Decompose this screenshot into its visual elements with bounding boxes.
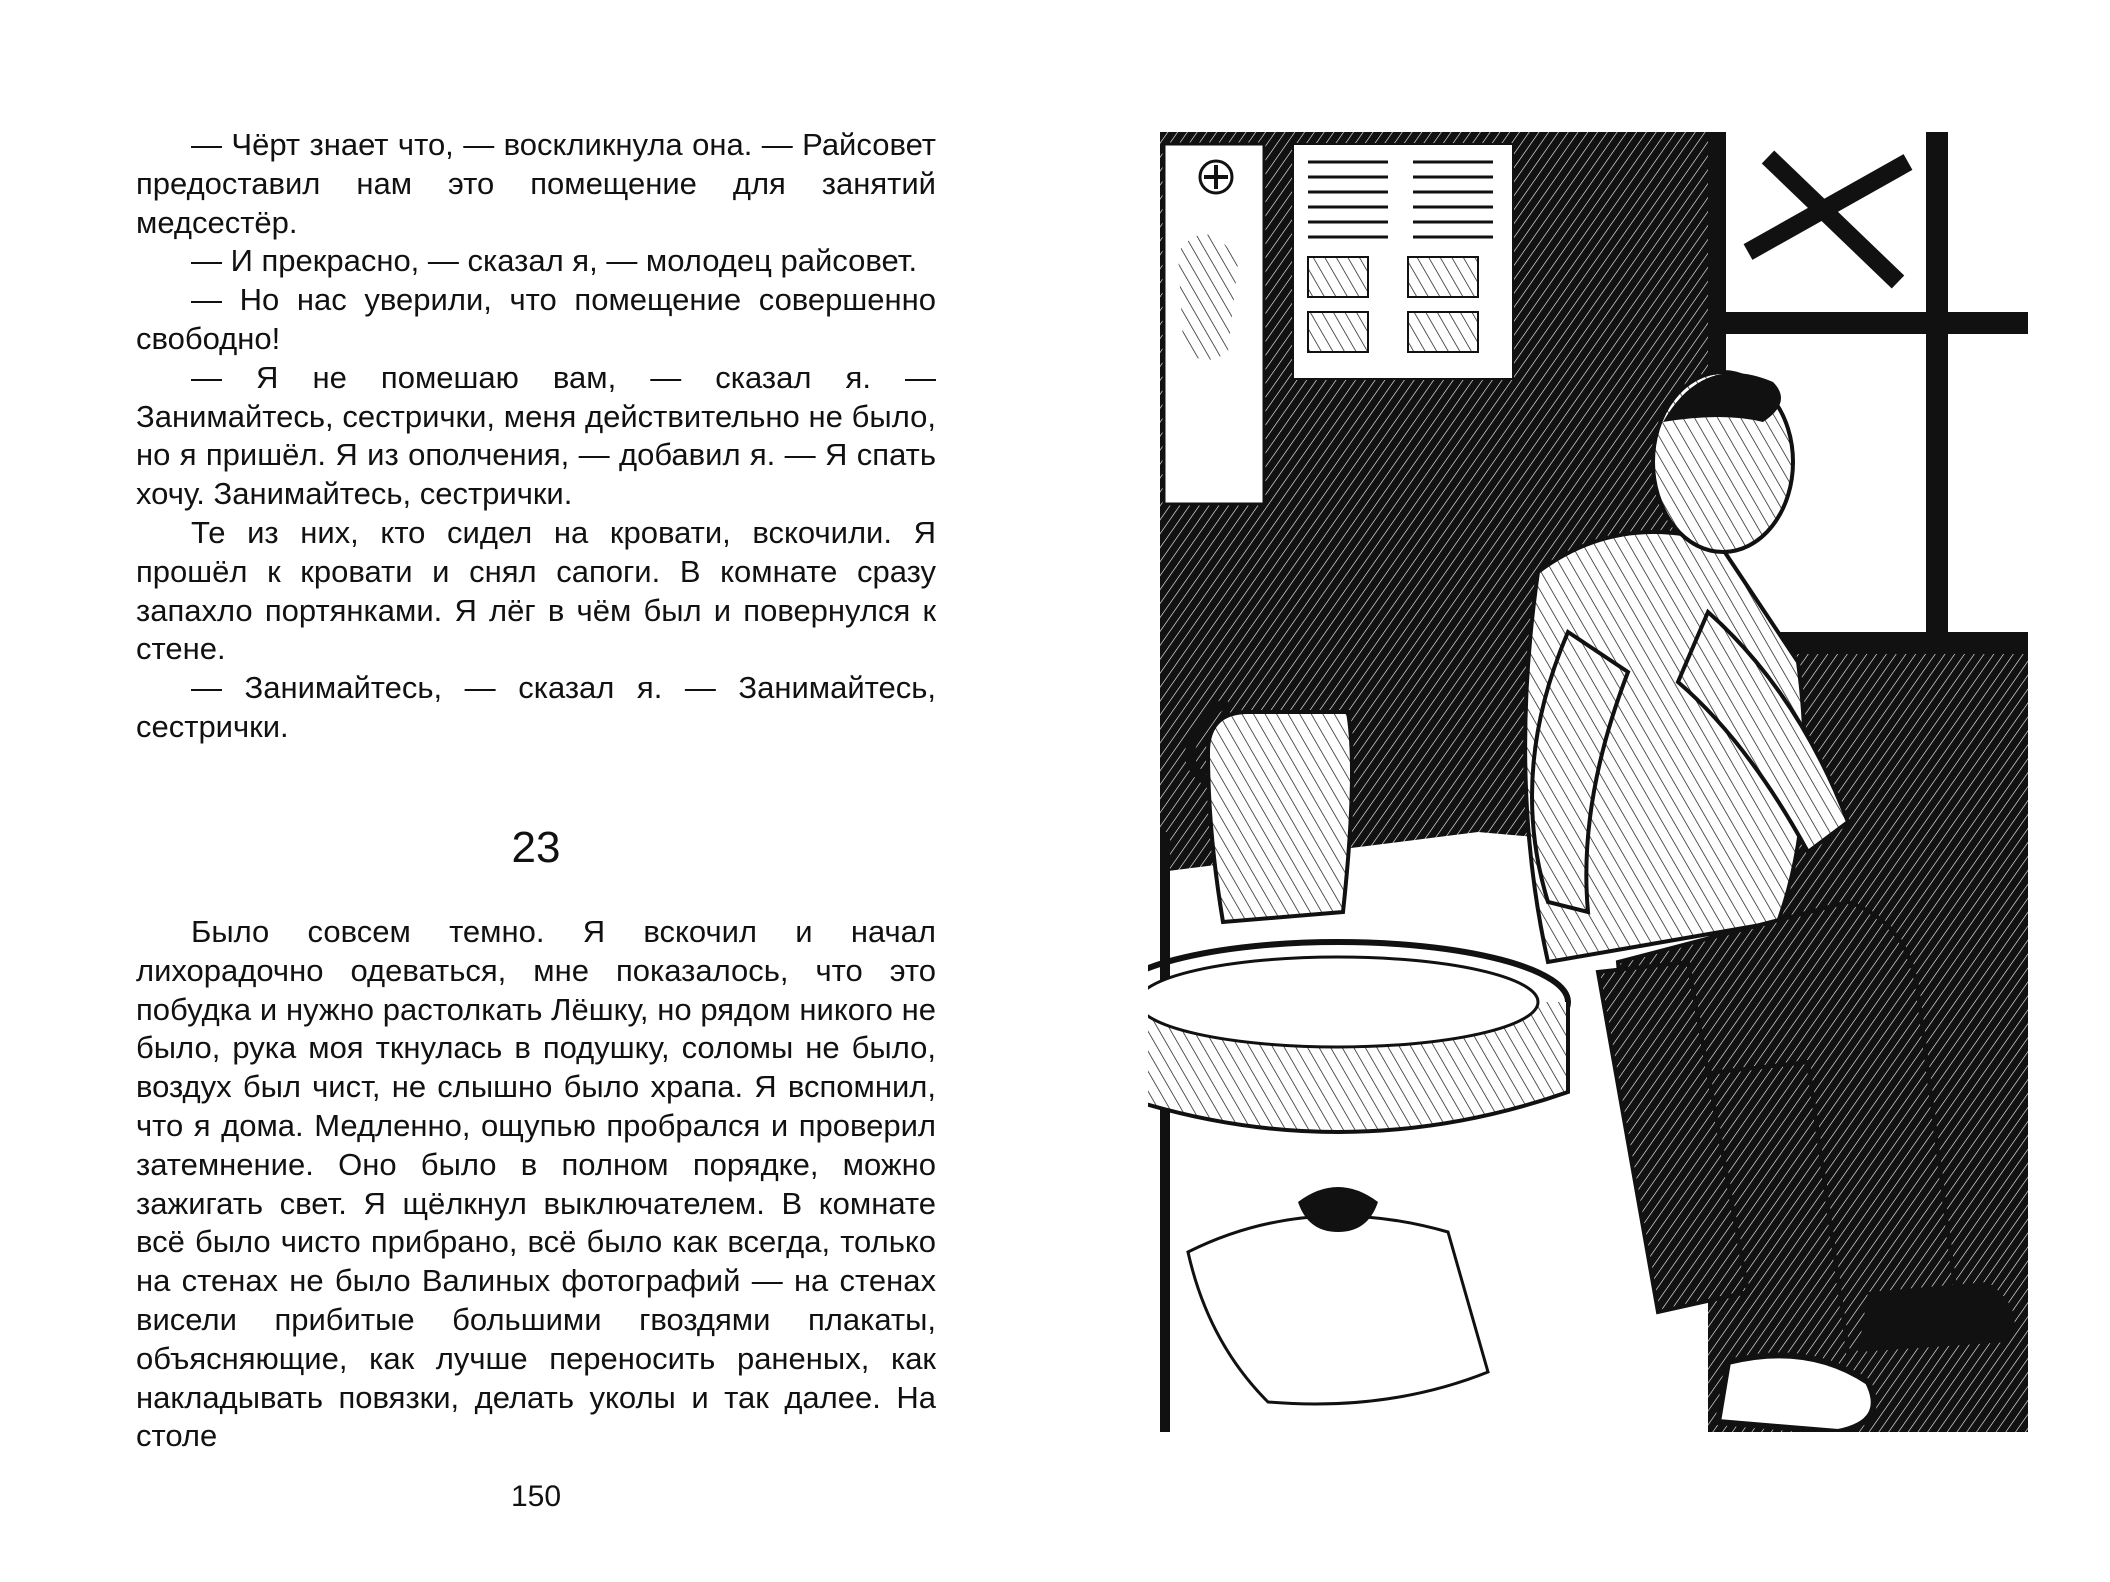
paragraph: — Я не помешаю вам, — сказал я. — Занимайтесь, сестрички, меня действительно не было, но я пришёл. Я из ополчения, — добавил я. — Я спать хочу. Занимайтесь, сестрички. — [136, 359, 936, 512]
paragraph: Было совсем темно. Я вскочил и начал лихорадочно одеваться, мне показалось, что это побудка и нужно растолкать Лёшку, но рядом никого не было, рука моя ткнулась в подушку, соломы не было, воздух был чист, не слышно было храпа. Я вспомнил, что я дома. Медленно, ощупью пробрался и проверил затемнение. Оно было в полном порядке, можно зажигать свет. Я щёлкнул выключателем. В комнате всё было чисто прибрано, всё было как всегда, только на стенах не было Валиных фотографий — на стенах висели прибитые большими гвоздями плакаты, объясняющие, как лучше переносить раненых, как накладывать повязки, делать уколы и так далее. На столе — [136, 914, 936, 1454]
page-number: 150 — [510, 1480, 562, 1513]
paragraph: — Но нас уверили, что помещение совершенно свободно! — [136, 282, 936, 356]
paragraph: — И прекрасно, — сказал я, — молодец райсовет. — [191, 243, 918, 279]
paragraph: Те из них, кто сидел на кровати, вскочили. Я прошёл к кровати и снял сапоги. В комнате сразу запахло портянками. Я лёг в чём был и повернулся к стене. — [136, 514, 936, 667]
chapter-number: 23 — [511, 823, 561, 872]
illustration — [1148, 132, 2038, 1432]
text-block-bottom — [136, 913, 936, 1456]
paragraph: — Занимайтесь, — сказал я. — Занимайтесь, сестрички. — [136, 670, 936, 744]
paragraph: — Чёрт знает что, — воскликнула она. — Райсовет предоставил нам это помещение для занятий медсестёр. — [136, 127, 936, 240]
ink-drawing-image — [1148, 132, 2038, 1432]
text-block-top — [136, 126, 936, 747]
